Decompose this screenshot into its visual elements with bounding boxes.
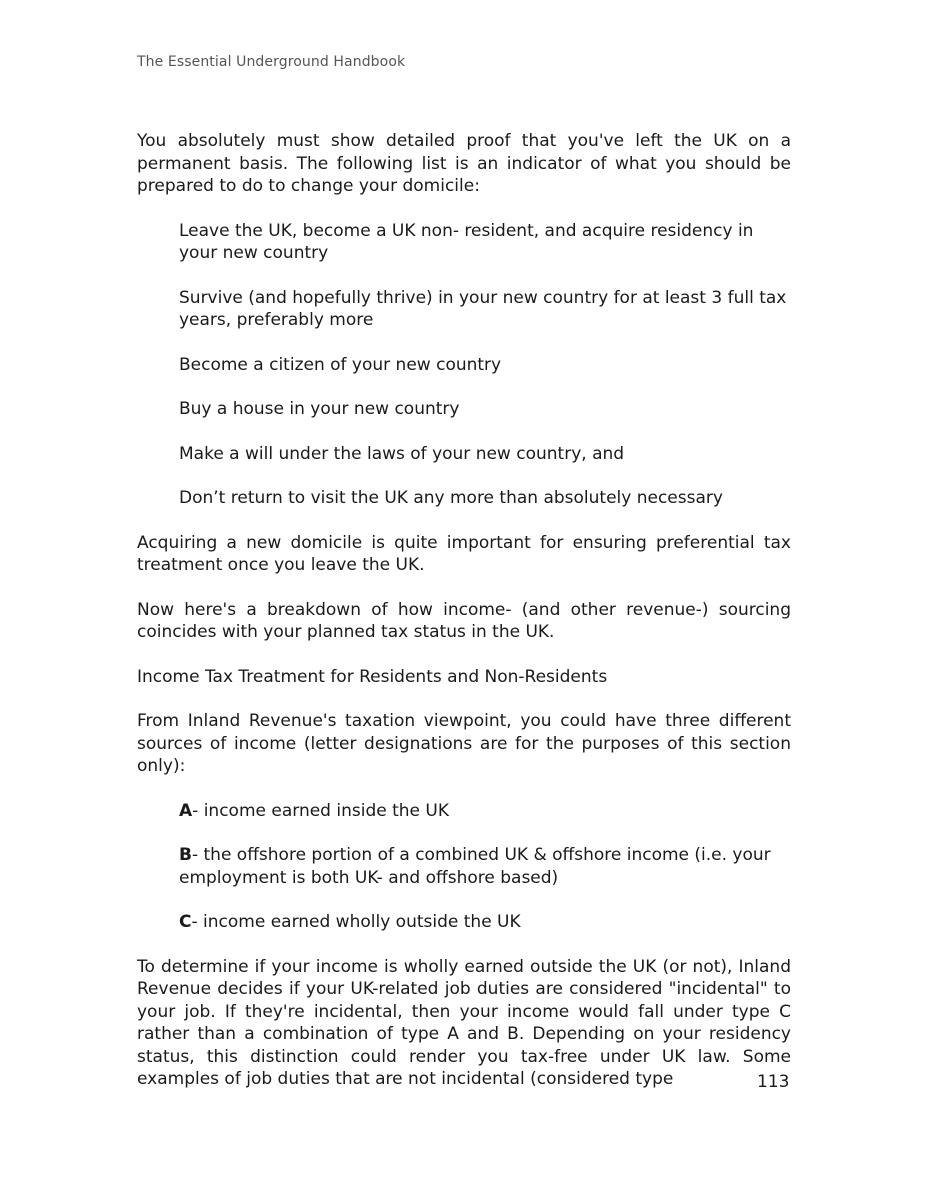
list-item: Become a citizen of your new country	[179, 354, 502, 375]
list-item: Leave the UK, become a UK non- resident, and acquire residency in your new country	[179, 220, 754, 263]
list-item: Buy a house in your new country	[179, 399, 460, 419]
source-text: - income earned inside the UK	[192, 800, 449, 821]
income-source-c	[179, 911, 791, 934]
incidental-paragraph: To determine if your income is wholly earned outside the UK (or not), Inland Revenue decides if your UK-related job duties are considered "incidental" to your job. If they're incidental, then your income would fall under type C rather than a combination of type A and B. Depending on your residency status, this distinction could render you tax-free under UK law. Some examples of job duties that are not incidental (considered type	[137, 956, 791, 1089]
income-source-b	[179, 844, 791, 889]
source-letter: A	[179, 800, 193, 821]
list-item: Don’t return to visit the UK any more than absolutely necessary	[179, 488, 723, 508]
page-number: 113	[757, 1072, 790, 1092]
section-subheading: Income Tax Treatment for Residents and Non-Residents	[137, 666, 608, 687]
list-item: Survive (and hopefully thrive) in your new country for at least 3 full tax years, preferably more	[179, 287, 787, 330]
source-text: - the offshore portion of a combined UK & offshore income (i.e. your employment is both UK- and offshore based)	[179, 845, 771, 888]
intro-paragraph: You absolutely must show detailed proof that you've left the UK on a permanent basis. The following list is an indicator of what you should be prepared to do to change your domicile:	[137, 131, 791, 196]
income-source-a	[179, 800, 791, 823]
source-text: - income earned wholly outside the UK	[191, 912, 521, 932]
domicile-paragraph: Acquiring a new domicile is quite important for ensuring preferential tax treatment once you leave the UK.	[137, 532, 791, 575]
sources-intro-paragraph: From Inland Revenue's taxation viewpoint, you could have three different sources of income (letter designations are for the purposes of this section only):	[137, 711, 791, 776]
breakdown-paragraph: Now here's a breakdown of how income- (and other revenue-) sourcing coincides with your planned tax status in the UK.	[137, 599, 791, 642]
body-text	[137, 130, 791, 1113]
source-letter: C	[179, 912, 192, 932]
running-header: The Essential Underground Handbook	[137, 54, 406, 70]
list-item: Make a will under the laws of your new country, and	[179, 443, 625, 464]
source-letter: B	[179, 845, 192, 865]
